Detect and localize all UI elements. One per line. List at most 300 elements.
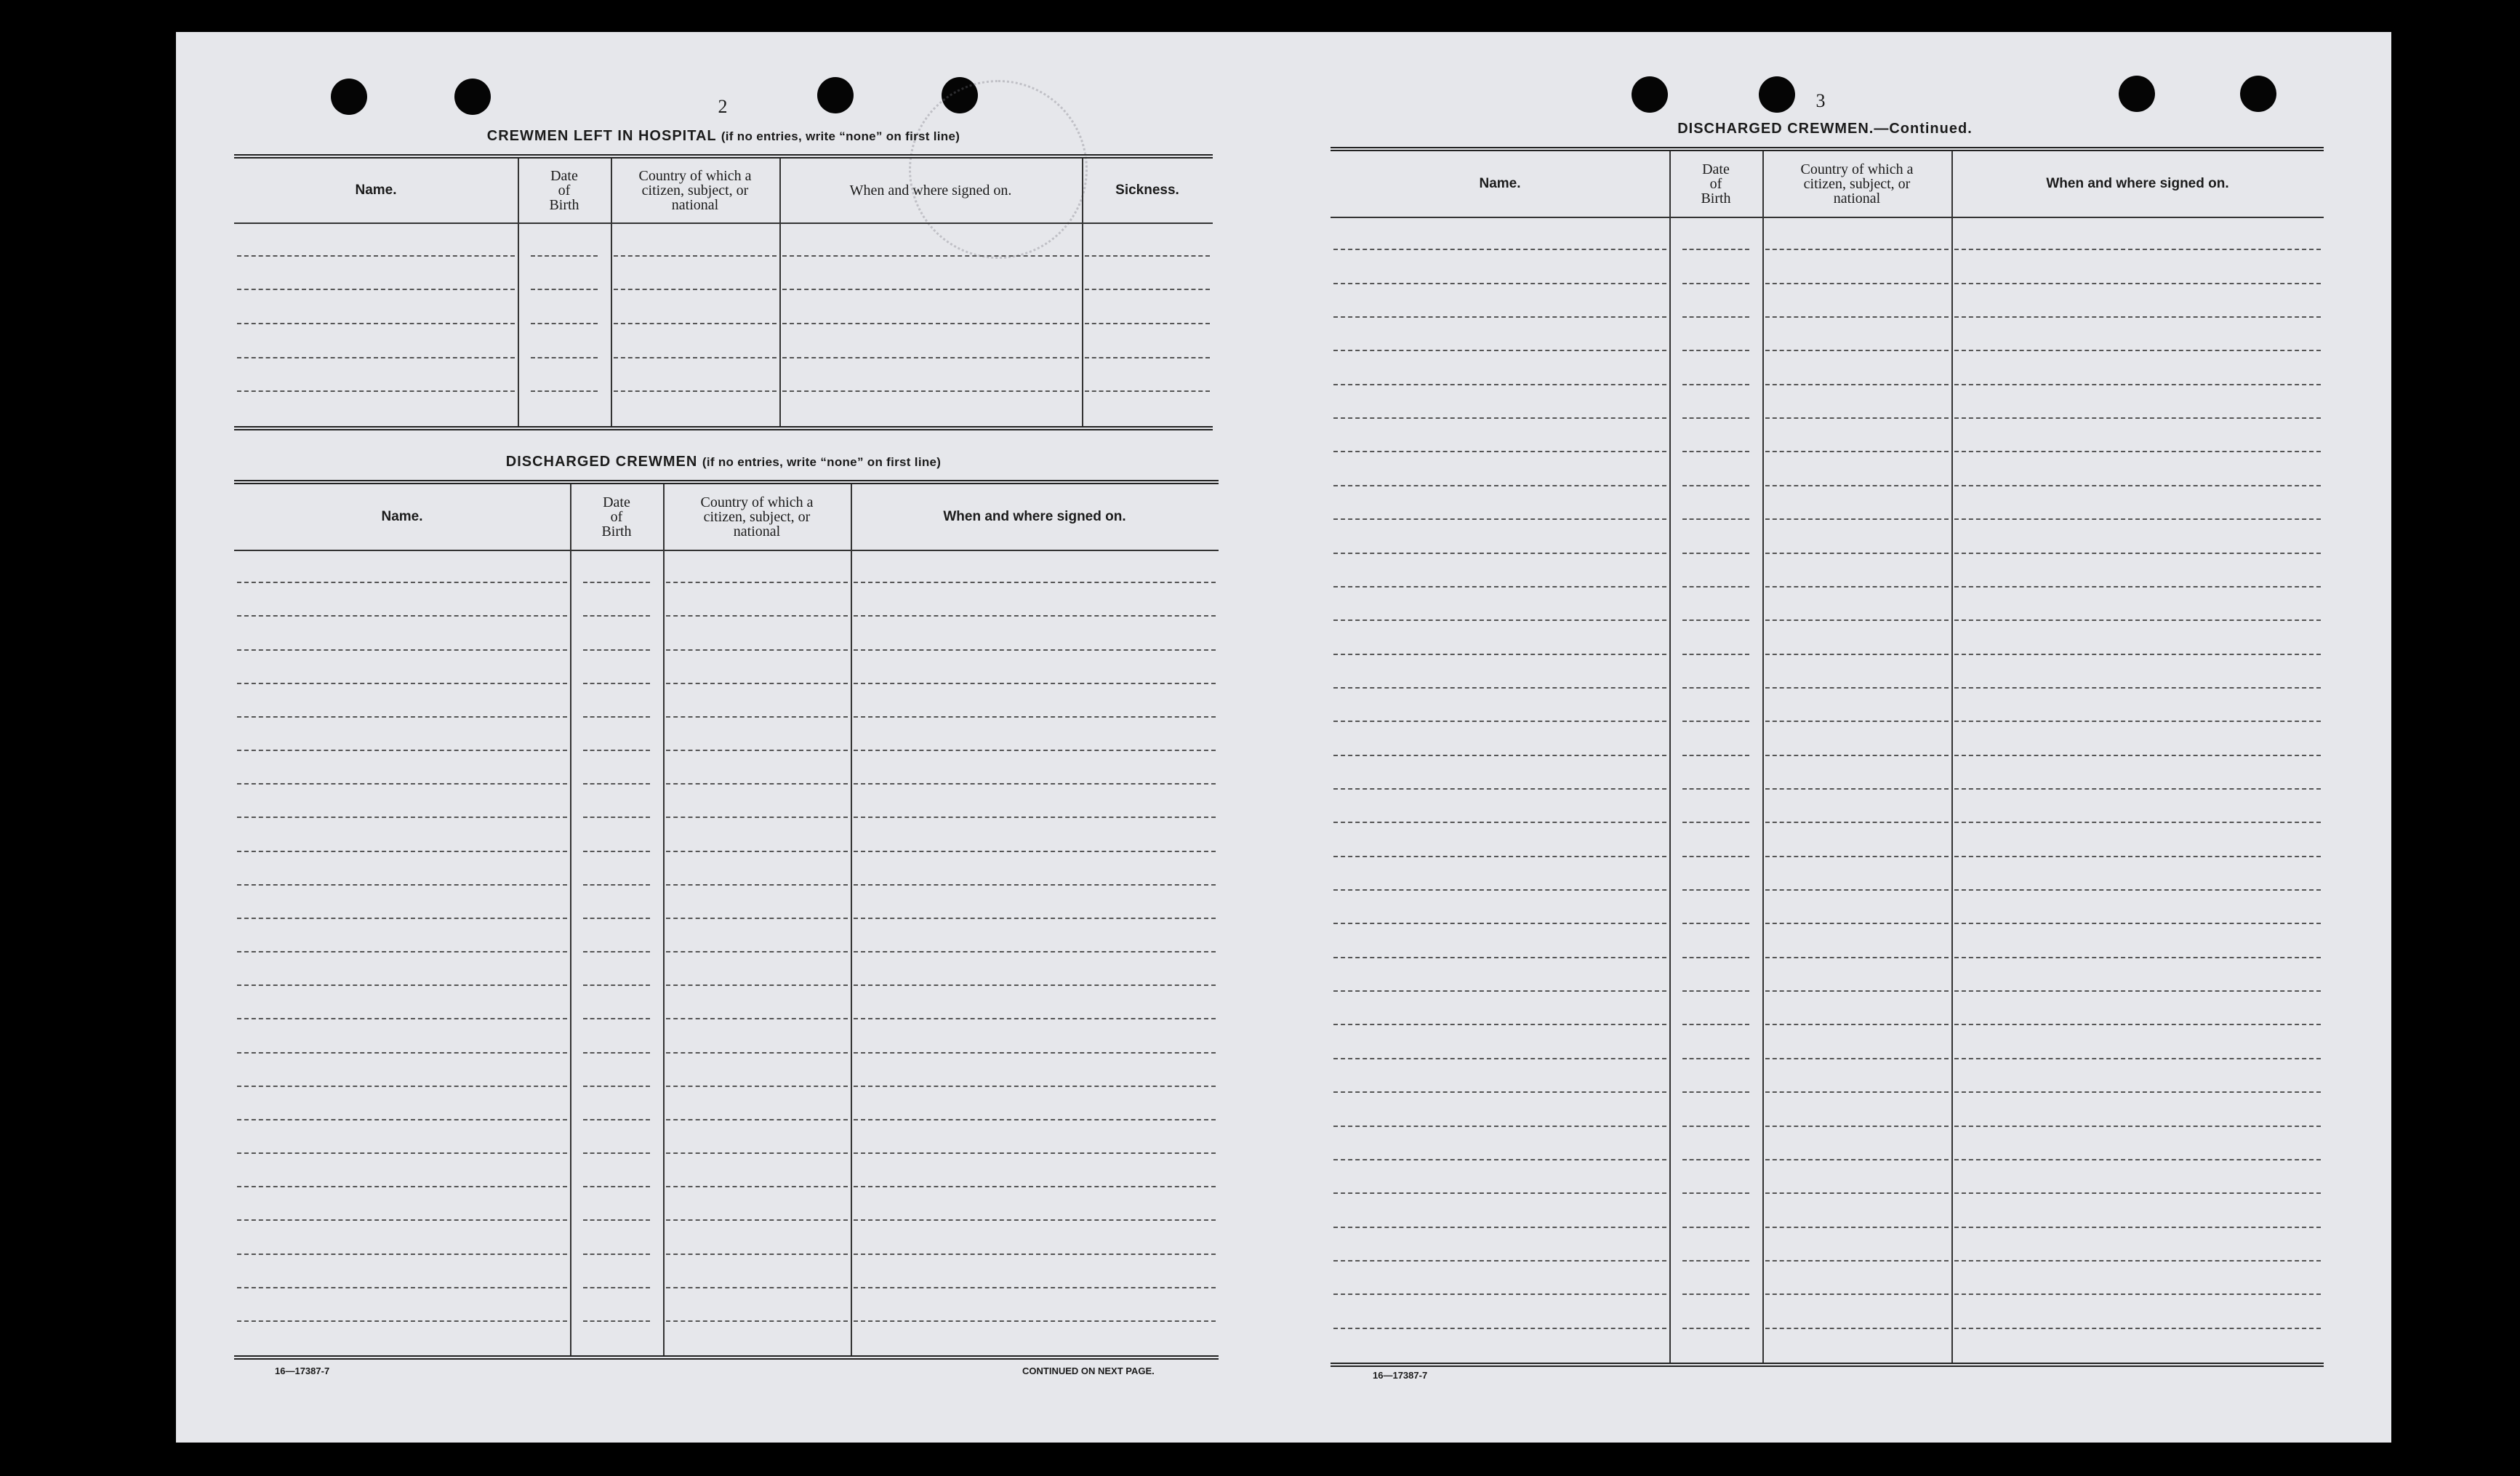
entry-line[interactable] xyxy=(1765,1192,1949,1194)
header-divider xyxy=(234,222,1213,224)
entry-line[interactable] xyxy=(1765,586,1949,587)
entry-line[interactable] xyxy=(1682,1260,1749,1262)
column-header: When and where signed on. xyxy=(849,183,1012,198)
entry-line[interactable] xyxy=(1765,1227,1949,1228)
entry-line[interactable] xyxy=(531,289,598,290)
entry-line[interactable] xyxy=(583,615,650,617)
entry-line[interactable] xyxy=(1765,990,1949,992)
entry-line[interactable] xyxy=(1085,357,1210,358)
column-divider xyxy=(518,159,519,426)
entry-line[interactable] xyxy=(1954,485,2321,486)
discharged-title-main: DISCHARGED CREWMEN xyxy=(505,454,698,470)
entry-line[interactable] xyxy=(1765,654,1949,655)
column-header: Date of Birth xyxy=(601,494,632,540)
column-header: Date of Birth xyxy=(1701,161,1731,206)
entry-line[interactable] xyxy=(1333,957,1666,958)
entry-line[interactable] xyxy=(666,1018,848,1019)
entry-line[interactable] xyxy=(854,951,1216,952)
entry-line[interactable] xyxy=(1765,283,1949,284)
entry-line[interactable] xyxy=(1765,755,1949,756)
entry-line[interactable] xyxy=(1682,1159,1749,1160)
entry-line[interactable] xyxy=(1333,553,1666,554)
entry-line[interactable] xyxy=(583,1152,650,1154)
entry-line[interactable] xyxy=(666,1186,848,1187)
column-header: Name. xyxy=(1479,176,1521,191)
entry-line[interactable] xyxy=(1954,249,2321,250)
entry-line[interactable] xyxy=(854,918,1216,919)
entry-line[interactable] xyxy=(1954,451,2321,452)
entry-line[interactable] xyxy=(1765,1260,1949,1262)
entry-line[interactable] xyxy=(1954,1126,2321,1127)
entry-line[interactable] xyxy=(583,649,650,651)
entry-line[interactable] xyxy=(1765,1024,1949,1025)
entry-line[interactable] xyxy=(237,1018,567,1019)
entry-line[interactable] xyxy=(1333,586,1666,587)
column-divider xyxy=(1082,159,1083,426)
entry-line[interactable] xyxy=(531,255,598,257)
page-number: 3 xyxy=(1815,90,1826,111)
entry-line[interactable] xyxy=(666,918,848,919)
entry-line[interactable] xyxy=(1954,1192,2321,1194)
entry-line[interactable] xyxy=(237,884,567,886)
entry-line[interactable] xyxy=(583,1320,650,1322)
entry-line[interactable] xyxy=(237,649,567,651)
entry-line[interactable] xyxy=(583,1086,650,1087)
entry-line[interactable] xyxy=(666,1287,848,1288)
entry-line[interactable] xyxy=(1954,1293,2321,1295)
discharged-section-title xyxy=(234,454,1213,470)
entry-line[interactable] xyxy=(237,918,567,919)
entry-line[interactable] xyxy=(1954,417,2321,419)
entry-line[interactable] xyxy=(854,1186,1216,1187)
entry-line[interactable] xyxy=(583,783,650,785)
entry-line[interactable] xyxy=(1954,1024,2321,1025)
entry-line[interactable] xyxy=(1954,687,2321,689)
entry-line[interactable] xyxy=(1954,1328,2321,1329)
entry-line[interactable] xyxy=(1954,1058,2321,1059)
entry-line[interactable] xyxy=(237,255,515,257)
column-divider xyxy=(1669,151,1671,1363)
entry-line[interactable] xyxy=(237,582,567,583)
entry-line[interactable] xyxy=(1333,518,1666,520)
entry-line[interactable] xyxy=(1333,687,1666,689)
entry-line[interactable] xyxy=(854,649,1216,651)
table-bottom-rule xyxy=(234,1355,1219,1360)
entry-line[interactable] xyxy=(237,1254,567,1255)
entry-line[interactable] xyxy=(1333,283,1666,284)
entry-line[interactable] xyxy=(1682,1091,1749,1093)
entry-line[interactable] xyxy=(583,1287,650,1288)
entry-line[interactable] xyxy=(854,1287,1216,1288)
entry-line[interactable] xyxy=(854,683,1216,684)
entry-line[interactable] xyxy=(1765,687,1949,689)
entry-line[interactable] xyxy=(782,323,1079,324)
entry-line[interactable] xyxy=(854,716,1216,718)
entry-line[interactable] xyxy=(1333,856,1666,857)
entry-line[interactable] xyxy=(1765,316,1949,318)
entry-line[interactable] xyxy=(1333,1260,1666,1262)
entry-line[interactable] xyxy=(1765,923,1949,924)
entry-line[interactable] xyxy=(1765,553,1949,554)
entry-line[interactable] xyxy=(1333,1159,1666,1160)
entry-line[interactable] xyxy=(583,1018,650,1019)
entry-line[interactable] xyxy=(237,1320,567,1322)
entry-line[interactable] xyxy=(1765,788,1949,790)
entry-line[interactable] xyxy=(1682,1227,1749,1228)
column-divider xyxy=(1951,151,1953,1363)
entry-line[interactable] xyxy=(1682,451,1749,452)
entry-line[interactable] xyxy=(666,1119,848,1120)
entry-line[interactable] xyxy=(1085,323,1210,324)
entry-line[interactable] xyxy=(1682,755,1749,756)
entry-line[interactable] xyxy=(1333,889,1666,891)
entry-line[interactable] xyxy=(1954,283,2321,284)
entry-line[interactable] xyxy=(1954,553,2321,554)
entry-line[interactable] xyxy=(531,323,598,324)
entry-line[interactable] xyxy=(583,817,650,818)
entry-line[interactable] xyxy=(1954,518,2321,520)
entry-line[interactable] xyxy=(1085,390,1210,392)
entry-line[interactable] xyxy=(1765,721,1949,722)
entry-line[interactable] xyxy=(1765,417,1949,419)
entry-line[interactable] xyxy=(782,390,1079,392)
entry-line[interactable] xyxy=(614,323,777,324)
entry-line[interactable] xyxy=(854,1254,1216,1255)
continued-section-title: DISCHARGED CREWMEN.—Continued. xyxy=(1677,121,1973,137)
entry-line[interactable] xyxy=(1682,889,1749,891)
form-number: 16—17387-7 xyxy=(275,1365,330,1376)
entry-line[interactable] xyxy=(1333,1058,1666,1059)
entry-line[interactable] xyxy=(1682,1126,1749,1127)
punch-hole xyxy=(1632,76,1668,113)
entry-line[interactable] xyxy=(237,1152,567,1154)
entry-line[interactable] xyxy=(1333,485,1666,486)
entry-line[interactable] xyxy=(1954,654,2321,655)
entry-line[interactable] xyxy=(854,783,1216,785)
entry-line[interactable] xyxy=(1682,687,1749,689)
entry-line[interactable] xyxy=(854,817,1216,818)
entry-line[interactable] xyxy=(854,1320,1216,1322)
entry-line[interactable] xyxy=(1333,451,1666,452)
entry-line[interactable] xyxy=(583,750,650,751)
entry-line[interactable] xyxy=(1765,889,1949,891)
entry-line[interactable] xyxy=(1954,1091,2321,1093)
entry-line[interactable] xyxy=(1333,1227,1666,1228)
entry-line[interactable] xyxy=(666,951,848,952)
discharged-table xyxy=(234,480,1219,1360)
entry-line[interactable] xyxy=(237,1086,567,1087)
entry-line[interactable] xyxy=(1085,255,1210,257)
entry-line[interactable] xyxy=(237,984,567,986)
hospital-table xyxy=(234,154,1213,430)
entry-line[interactable] xyxy=(614,357,777,358)
entry-line[interactable] xyxy=(1333,1126,1666,1127)
column-header: Sickness. xyxy=(1115,183,1179,198)
entry-line[interactable] xyxy=(237,1052,567,1054)
entry-line[interactable] xyxy=(666,1219,848,1221)
entry-line[interactable] xyxy=(1682,283,1749,284)
entry-line[interactable] xyxy=(1765,1091,1949,1093)
entry-line[interactable] xyxy=(666,984,848,986)
entry-line[interactable] xyxy=(237,289,515,290)
column-divider xyxy=(611,159,612,426)
entry-line[interactable] xyxy=(1954,990,2321,992)
entry-line[interactable] xyxy=(854,1052,1216,1054)
entry-line[interactable] xyxy=(237,683,567,684)
entry-line[interactable] xyxy=(614,289,777,290)
entry-line[interactable] xyxy=(1333,316,1666,318)
entry-line[interactable] xyxy=(1682,1058,1749,1059)
entry-line[interactable] xyxy=(854,1086,1216,1087)
entry-line[interactable] xyxy=(1682,316,1749,318)
entry-line[interactable] xyxy=(1954,721,2321,722)
entry-line[interactable] xyxy=(1682,721,1749,722)
page-number: 2 xyxy=(718,96,728,117)
hospital-title-note: (if no entries, write “none” on first line) xyxy=(721,129,960,143)
entry-line[interactable] xyxy=(1682,417,1749,419)
entry-line[interactable] xyxy=(854,615,1216,617)
entry-line[interactable] xyxy=(1954,1260,2321,1262)
entry-line[interactable] xyxy=(1085,289,1210,290)
entry-line[interactable] xyxy=(583,683,650,684)
entry-line[interactable] xyxy=(1333,249,1666,250)
entry-line[interactable] xyxy=(237,323,515,324)
entry-line[interactable] xyxy=(1765,485,1949,486)
entry-line[interactable] xyxy=(237,1287,567,1288)
entry-line[interactable] xyxy=(531,390,598,392)
entry-line[interactable] xyxy=(614,255,777,257)
entry-line[interactable] xyxy=(666,683,848,684)
entry-line[interactable] xyxy=(854,1152,1216,1154)
entry-line[interactable] xyxy=(1682,586,1749,587)
entry-line[interactable] xyxy=(1682,990,1749,992)
entry-line[interactable] xyxy=(666,884,848,886)
entry-line[interactable] xyxy=(1765,249,1949,250)
punch-hole xyxy=(454,79,491,115)
column-header: Country of which a citizen, subject, or national xyxy=(700,494,814,540)
entry-line[interactable] xyxy=(666,851,848,852)
entry-line[interactable] xyxy=(1333,1328,1666,1329)
entry-line[interactable] xyxy=(854,1119,1216,1120)
entry-line[interactable] xyxy=(1682,619,1749,621)
entry-line[interactable] xyxy=(666,750,848,751)
header-divider xyxy=(234,550,1219,551)
entry-line[interactable] xyxy=(1765,1126,1949,1127)
column-header: Name. xyxy=(355,183,397,198)
entry-line[interactable] xyxy=(1333,619,1666,621)
entry-line[interactable] xyxy=(1682,1024,1749,1025)
entry-line[interactable] xyxy=(237,1119,567,1120)
entry-line[interactable] xyxy=(1682,957,1749,958)
column-header: Name. xyxy=(381,509,423,524)
entry-line[interactable] xyxy=(1765,1328,1949,1329)
entry-line[interactable] xyxy=(1954,856,2321,857)
entry-line[interactable] xyxy=(1765,1293,1949,1295)
entry-line[interactable] xyxy=(237,783,567,785)
entry-line[interactable] xyxy=(666,1052,848,1054)
entry-line[interactable] xyxy=(1954,822,2321,823)
entry-line[interactable] xyxy=(854,1219,1216,1221)
entry-line[interactable] xyxy=(1765,822,1949,823)
entry-line[interactable] xyxy=(1333,923,1666,924)
entry-line[interactable] xyxy=(1682,350,1749,351)
entry-line[interactable] xyxy=(583,951,650,952)
entry-line[interactable] xyxy=(854,984,1216,986)
discharged-title-note: (if no entries, write “none” on first line) xyxy=(702,455,942,469)
entry-line[interactable] xyxy=(1682,518,1749,520)
entry-line[interactable] xyxy=(1682,654,1749,655)
entry-line[interactable] xyxy=(583,918,650,919)
entry-line[interactable] xyxy=(1765,518,1949,520)
entry-line[interactable] xyxy=(1333,755,1666,756)
entry-line[interactable] xyxy=(1682,856,1749,857)
entry-line[interactable] xyxy=(1682,1192,1749,1194)
entry-line[interactable] xyxy=(1333,990,1666,992)
column-header: Country of which a citizen, subject, or national xyxy=(1800,161,1914,206)
entry-line[interactable] xyxy=(583,716,650,718)
entry-line[interactable] xyxy=(1682,249,1749,250)
discharged-continued-table xyxy=(1331,147,2324,1367)
entry-line[interactable] xyxy=(583,984,650,986)
entry-line[interactable] xyxy=(1765,1058,1949,1059)
entry-line[interactable] xyxy=(583,851,650,852)
entry-line[interactable] xyxy=(1765,957,1949,958)
punch-hole xyxy=(1759,76,1795,113)
entry-line[interactable] xyxy=(1954,384,2321,385)
entry-line[interactable] xyxy=(1682,384,1749,385)
entry-line[interactable] xyxy=(854,582,1216,583)
table-bottom-rule xyxy=(234,426,1213,430)
entry-line[interactable] xyxy=(1954,1159,2321,1160)
entry-line[interactable] xyxy=(237,1219,567,1221)
entry-line[interactable] xyxy=(1333,1293,1666,1295)
entry-line[interactable] xyxy=(666,1086,848,1087)
entry-line[interactable] xyxy=(1954,350,2321,351)
entry-line[interactable] xyxy=(1954,1227,2321,1228)
entry-line[interactable] xyxy=(583,1119,650,1120)
entry-line[interactable] xyxy=(1333,1024,1666,1025)
table-bottom-rule xyxy=(1331,1363,2324,1367)
entry-line[interactable] xyxy=(1954,889,2321,891)
header-divider xyxy=(1331,217,2324,218)
entry-line[interactable] xyxy=(614,390,777,392)
entry-line[interactable] xyxy=(237,390,515,392)
entry-line[interactable] xyxy=(583,1052,650,1054)
entry-line[interactable] xyxy=(1765,451,1949,452)
entry-line[interactable] xyxy=(666,817,848,818)
entry-line[interactable] xyxy=(1682,1328,1749,1329)
column-divider xyxy=(570,484,571,1355)
punch-hole xyxy=(817,77,854,113)
punch-hole xyxy=(331,79,367,115)
entry-line[interactable] xyxy=(237,357,515,358)
entry-line[interactable] xyxy=(237,951,567,952)
form-number: 16—17387-7 xyxy=(1373,1370,1428,1381)
entry-line[interactable] xyxy=(237,716,567,718)
entry-line[interactable] xyxy=(666,1254,848,1255)
entry-line[interactable] xyxy=(237,851,567,852)
hospital-title-main: CREWMEN LEFT IN HOSPITAL xyxy=(486,128,717,144)
column-header: Date of Birth xyxy=(549,168,579,213)
entry-line[interactable] xyxy=(1765,384,1949,385)
entry-line[interactable] xyxy=(1333,654,1666,655)
entry-line[interactable] xyxy=(666,582,848,583)
entry-line[interactable] xyxy=(666,1320,848,1322)
entry-line[interactable] xyxy=(1682,923,1749,924)
entry-line[interactable] xyxy=(666,783,848,785)
entry-line[interactable] xyxy=(1954,316,2321,318)
entry-line[interactable] xyxy=(1954,923,2321,924)
entry-line[interactable] xyxy=(666,649,848,651)
column-header: When and where signed on. xyxy=(943,509,1126,524)
entry-line[interactable] xyxy=(583,884,650,886)
entry-line[interactable] xyxy=(1954,788,2321,790)
entry-line[interactable] xyxy=(583,1254,650,1255)
entry-line[interactable] xyxy=(1682,485,1749,486)
column-divider xyxy=(851,484,852,1355)
entry-line[interactable] xyxy=(1954,755,2321,756)
entry-line[interactable] xyxy=(666,615,848,617)
column-header: Country of which a citizen, subject, or national xyxy=(638,168,752,213)
column-divider xyxy=(663,484,665,1355)
entry-line[interactable] xyxy=(1682,822,1749,823)
entry-line[interactable] xyxy=(583,1219,650,1221)
entry-line[interactable] xyxy=(1333,788,1666,790)
entry-line[interactable] xyxy=(1954,957,2321,958)
entry-line[interactable] xyxy=(854,851,1216,852)
hospital-section-title xyxy=(234,128,1213,145)
entry-line[interactable] xyxy=(1765,619,1949,621)
entry-line[interactable] xyxy=(1682,553,1749,554)
entry-line[interactable] xyxy=(1333,384,1666,385)
entry-line[interactable] xyxy=(1333,350,1666,351)
entry-line[interactable] xyxy=(1333,1192,1666,1194)
entry-line[interactable] xyxy=(782,289,1079,290)
entry-line[interactable] xyxy=(583,582,650,583)
entry-line[interactable] xyxy=(854,750,1216,751)
entry-line[interactable] xyxy=(1954,586,2321,587)
entry-line[interactable] xyxy=(237,750,567,751)
entry-line[interactable] xyxy=(1682,1293,1749,1295)
punch-hole xyxy=(2240,76,2276,112)
punch-hole xyxy=(2119,76,2155,112)
entry-line[interactable] xyxy=(1954,619,2321,621)
entry-line[interactable] xyxy=(854,884,1216,886)
entry-line[interactable] xyxy=(1333,1091,1666,1093)
entry-line[interactable] xyxy=(1333,721,1666,722)
entry-line[interactable] xyxy=(782,255,1079,257)
entry-line[interactable] xyxy=(531,357,598,358)
column-divider xyxy=(779,159,781,426)
entry-line[interactable] xyxy=(1765,1159,1949,1160)
entry-line[interactable] xyxy=(1682,788,1749,790)
entry-line[interactable] xyxy=(1333,417,1666,419)
entry-line[interactable] xyxy=(1333,822,1666,823)
column-header: When and where signed on. xyxy=(2046,176,2229,191)
entry-line[interactable] xyxy=(583,1186,650,1187)
entry-line[interactable] xyxy=(782,357,1079,358)
entry-line[interactable] xyxy=(237,1186,567,1187)
entry-line[interactable] xyxy=(666,716,848,718)
continued-note: CONTINUED ON NEXT PAGE. xyxy=(1022,1365,1155,1376)
entry-line[interactable] xyxy=(237,817,567,818)
column-divider xyxy=(1762,151,1764,1363)
entry-line[interactable] xyxy=(666,1152,848,1154)
entry-line[interactable] xyxy=(1765,856,1949,857)
entry-line[interactable] xyxy=(854,1018,1216,1019)
entry-line[interactable] xyxy=(1765,350,1949,351)
entry-line[interactable] xyxy=(237,615,567,617)
